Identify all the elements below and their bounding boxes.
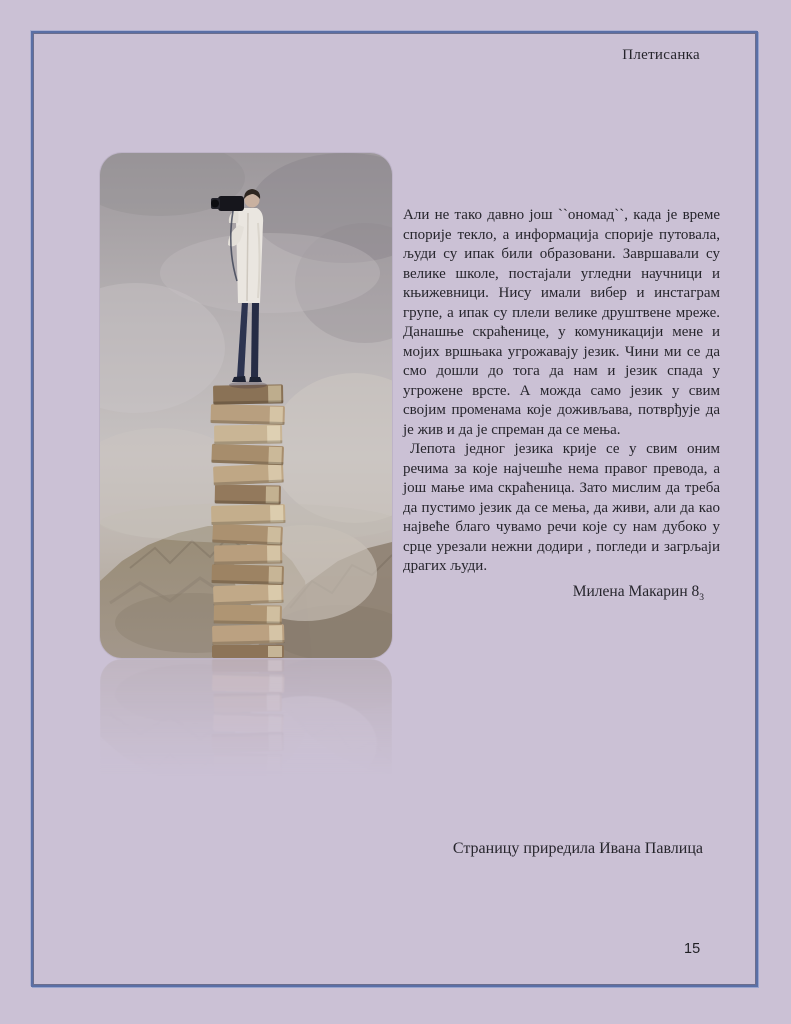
author-class-number: 3 [699,592,704,603]
page-credit: Страницу приредила Ивана Павлица [452,840,703,857]
photo-reflection [100,659,392,799]
article-paragraph-1: Али не тако давно још ``ономад``, када је време спорије текло, а информација спорије путовала, људи су ипак били образовани. Завршавали су велике школе, постајали угледни научници и књижевници. Нису имали вибер и инстаграм групе, а ипак су плели велике друштвене мреже. Данашње скраћенице, у комуникацији мене и мојих вршњака угрожавају језик. Чини ми се да смо дошли до тога да нам и језик спада у угрожене врсте. А можда само језик у свим својим променама које доживљава, потврђује да је жив и да је спреман да се мења. [403,207,720,438]
photo-man-on-book-stack [100,153,392,658]
author-name: Милена Макарин 8 [572,582,700,600]
author-signature [403,582,720,609]
article-text-column [403,206,720,608]
page-number: 15 [684,941,701,957]
article-paragraph-2: Лепота једног језика крије се у свим оним речима за које најчешће нема правог превода, а још мање има скраћеница. Зато мислим да треба да пустимо језик да се мења, да живи, али да као највеће благо чувамо речи које су нам дубоко у срце урезали нежни додири , погледи и загрљаји драгих људи. [403,441,720,574]
page-header-title: Плетисанка [622,47,700,63]
